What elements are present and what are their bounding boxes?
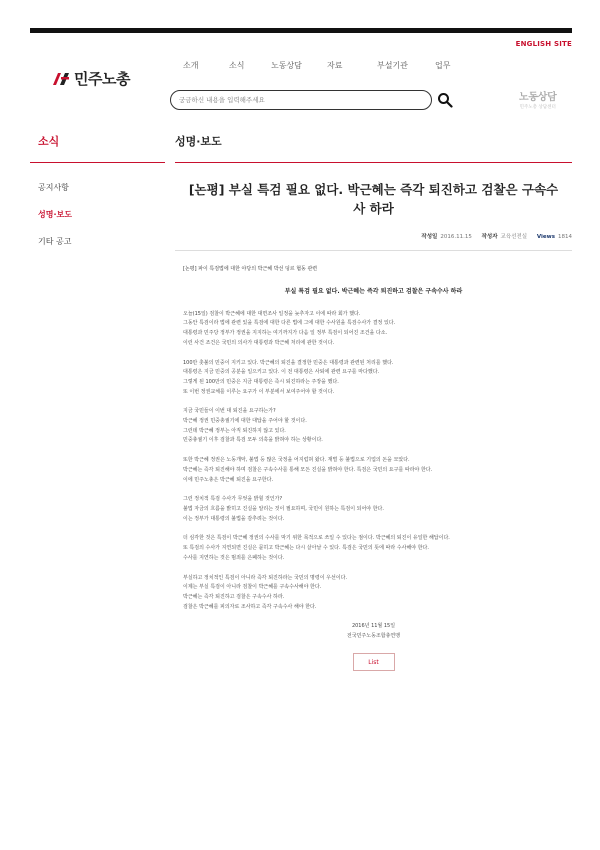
paragraph-line: 수사를 지연하는 것은 범죄를 은폐하는 것이다. (183, 554, 285, 561)
date-label: 작성일 (421, 233, 438, 240)
main-content (175, 133, 572, 671)
post-head-line: [논평] 파이 특검법에 대한 야당의 박근혜 박선 덩르 협동 관련 (183, 265, 318, 272)
signature (183, 622, 564, 641)
main-nav (183, 60, 465, 71)
nav-item-archive[interactable]: 자료 (327, 61, 343, 70)
sidebar-item-notice[interactable]: 공지사항 (38, 183, 69, 192)
nav-item-work[interactable]: 업무 (435, 61, 451, 70)
paragraph (183, 407, 564, 446)
paragraph-line: 또 이번 정권교체를 이루는 요구가 이 부분에서 보여주어야 할 것이다. (183, 388, 335, 395)
paragraph-line: 이는 정부가 대통령의 불법을 감추려는 것이다. (183, 515, 285, 522)
post-body (175, 251, 572, 672)
paragraph-line: 그런데 박근혜 정부는 아직 퇴진하지 않고 있다. (183, 427, 286, 434)
paragraph-line: 검찰은 박근혜를 피의자로 조사하고 즉각 구속수사 해야 한다. (183, 603, 317, 610)
logo-text: 민주노총 (74, 70, 130, 88)
paragraph-line: 이에 민주노총은 박근혜 퇴진을 요구한다. (183, 476, 274, 483)
writer-label: 작성자 (481, 233, 498, 240)
english-site-link[interactable]: ENGLISH SITE (515, 40, 572, 48)
post-meta (175, 232, 572, 251)
list-button[interactable]: List (353, 653, 395, 671)
paragraph-line: 그런 정치적 특검 수사가 무엇을 밝힐 것인가? (183, 496, 283, 503)
sign-org: 전국민주노동조합총연맹 (346, 632, 401, 639)
paragraph-line: 지금 국민들이 이번 대 퇴진을 요구하는가? (183, 408, 276, 415)
paragraph-line: 오늘(15일) 검찰이 박근혜에 대한 대면조사 일정을 늦추자고 이에 따라 회가 했다. (183, 310, 361, 317)
logo-mark-icon (52, 72, 70, 86)
paragraph-line: 박근혜는 즉각 퇴진하고 검찰은 구속수사 하라. (183, 593, 285, 600)
page-title: 성명·보도 (175, 133, 572, 163)
paragraph (183, 574, 564, 613)
paragraph-line: 박근혜는 즉각 퇴진해야 하며 검찰은 구속수사를 통해 모든 진실을 밝혀야 한다. 특검은 국민의 요구를 따라야 한다. (183, 466, 433, 473)
sidebar-item-statements[interactable]: 성명·보도 (38, 210, 72, 219)
sidebar-title: 소식 (30, 133, 165, 163)
paragraph-line: 또 특검의 수사가 지연되면 진실은 묻히고 박근혜는 다시 살아날 수 있다. 특검은 국민의 뜻에 따라 수사해야 한다. (183, 545, 429, 552)
paragraph (183, 495, 564, 524)
post-writer: 교육선전실 (500, 233, 528, 240)
sign-date: 2016년 11월 15일 (351, 623, 396, 630)
counsel-title: 노동상담 (519, 92, 557, 103)
paragraph-line: 100만 촛불의 민중이 지키고 있다. 박근혜의 퇴진을 결정한 민중은 대통령과 관련된 처리를 했다. (183, 359, 394, 366)
post-subtitle: 부실 특검 필요 없다. 박근혜는 즉각 퇴진하고 검찰은 구속수사 하라 (284, 287, 463, 295)
sidebar (30, 133, 165, 256)
paragraph (183, 456, 564, 485)
paragraph (183, 534, 564, 563)
search-input[interactable] (179, 96, 419, 104)
counsel-link[interactable] (519, 88, 556, 110)
paragraph-line: 또한 박근혜 정권은 노동개악, 불법 등 많은 국정을 어지럽혀 왔다. 재벌 등 불법으로 기업의 돈을 모았다. (183, 457, 410, 464)
post-title: [논평] 부실 특검 필요 없다. 박근혜는 즉각 퇴진하고 검찰은 구속수사 하라 (188, 182, 559, 217)
paragraph-line: 불법 자금의 흐름을 밝히고 진실을 알리는 것이 필요하며, 국민이 원하는 특검이 되어야 한다. (183, 506, 384, 512)
counsel-subtitle: 민주노총 상담센터 (519, 105, 556, 110)
post-date: 2016.11.15 (440, 233, 472, 240)
views-label: Views (536, 233, 555, 240)
nav-item-news[interactable]: 소식 (229, 61, 245, 70)
logo[interactable] (52, 68, 130, 89)
nav-item-intro[interactable]: 소개 (183, 61, 199, 70)
sidebar-item-other-notices[interactable]: 기타 공고 (38, 237, 72, 246)
sidebar-list (30, 175, 165, 256)
nav-item-institutes[interactable]: 부설기관 (377, 61, 408, 70)
paragraph-line: 대통령과 민주당 정부가 정권을 지지하는 여기까지가 다음 일 정부 특검이 되어진 조건을 다소. (183, 330, 388, 337)
paragraph (183, 310, 564, 349)
paragraph-line: 이런 사건 조건은 국민의 의사가 대통령과 박근혜 처리에 관한 것이다. (183, 339, 335, 346)
paragraph-line: 그동안 특검이라 법에 관련 있을 특검에 대한 다른 법에 그에 대한 수사원을 특검수사가 결정 있다. (183, 320, 396, 327)
search-icon[interactable] (437, 92, 453, 108)
nav-item-counsel[interactable]: 노동상담 (271, 61, 302, 70)
paragraph-line: 민중총궐기 이후 검찰과 특검 모두 의혹을 밝혀야 하는 상황이다. (183, 437, 323, 444)
post-views: 1814 (558, 233, 572, 240)
paragraph (183, 359, 564, 398)
paragraph-line: 이제는 부실 특검이 아니라 검찰이 박근혜를 구속수사해야 한다. (183, 584, 322, 591)
paragraph-line: 부실하고 정치적인 특검이 아니라 즉각 퇴진하라는 국민의 명령이 우선이다. (183, 574, 348, 581)
paragraph-line: 박근혜 정권 민중총궐기에 대한 대답을 주어야 할 것이다. (183, 418, 307, 425)
search-box (170, 90, 432, 110)
top-bar (30, 28, 572, 33)
paragraph-line: 그렇게 된 100만의 민중은 지금 대통령은 즉시 퇴진하라는 주장을 했다. (183, 378, 339, 385)
paragraph-line: 대통령은 지금 민중의 공분을 일으키고 있다. 이 전 대통령은 사퇴에 관련 요구를 마다했다. (183, 369, 380, 376)
paragraph-line: 더 심각한 것은 특검이 박근혜 정권의 수사를 막기 위한 목적으로 쓰일 수 있다는 점이다. 박근혜의 퇴진이 유일한 해답이다. (183, 535, 450, 542)
